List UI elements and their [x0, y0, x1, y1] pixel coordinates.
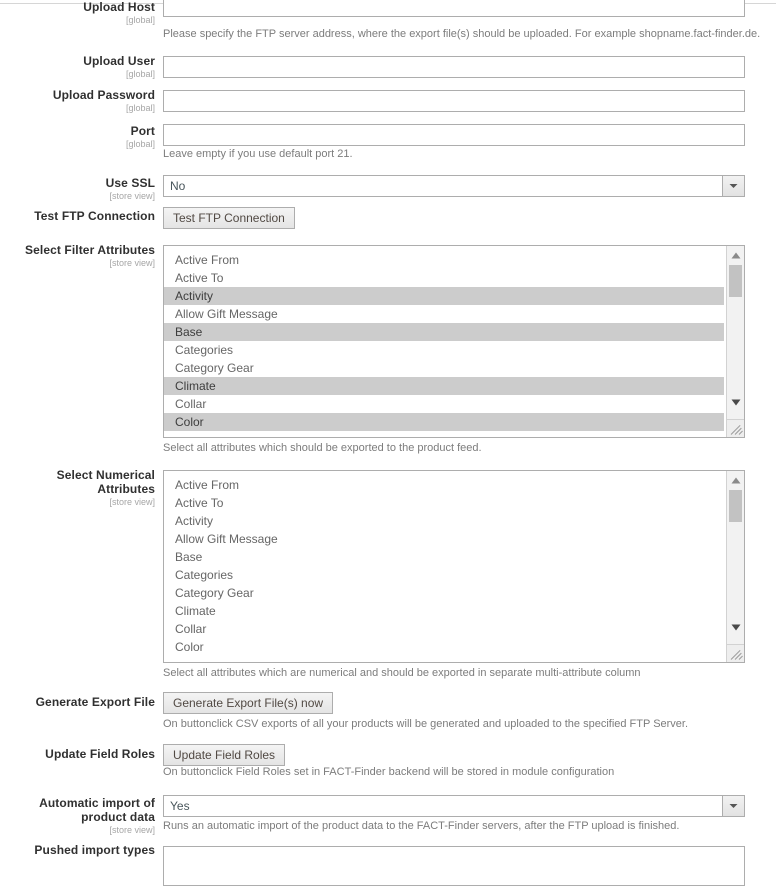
chevron-down-icon[interactable]	[722, 176, 744, 196]
label-text: Upload Password	[52, 88, 155, 102]
scope-text: [global]	[125, 139, 155, 149]
scroll-down-arrow-icon[interactable]	[727, 395, 744, 410]
label-text: Select Numerical Attributes	[56, 468, 155, 496]
multiselect-option[interactable]: Color	[175, 640, 204, 654]
scroll-up-arrow-icon[interactable]	[727, 248, 744, 263]
label-text: Upload User	[83, 54, 155, 68]
scope-text: [store view]	[109, 497, 155, 507]
label-text: Use SSL	[105, 176, 155, 190]
scope-text: [store view]	[109, 825, 155, 835]
multiselect-option[interactable]: Activity	[175, 514, 214, 528]
filter-attributes-multiselect[interactable]	[163, 245, 745, 438]
automatic-import-select[interactable]	[163, 795, 745, 817]
generate-export-file-button[interactable]: Generate Export File(s) now	[163, 692, 333, 714]
scrollbar-thumb[interactable]	[729, 490, 742, 522]
multiselect-option[interactable]: Collar	[175, 622, 207, 636]
chevron-down-icon[interactable]	[722, 796, 744, 816]
multiselect-option[interactable]: Climate	[175, 604, 216, 618]
label-text: Select Filter Attributes	[25, 243, 155, 257]
label-upload-password	[0, 88, 155, 114]
multiselect-option[interactable]: Category Gear	[175, 361, 254, 375]
multiselect-option[interactable]: Activity	[164, 287, 724, 305]
filter-attributes-scrollbar[interactable]	[726, 246, 744, 437]
scope-text: [global]	[125, 103, 155, 113]
help-automatic-import: Runs an automatic import of the product data to the FACT-Finder servers, after the FTP upload is finished.	[163, 820, 680, 832]
help-port: Leave empty if you use default port 21.	[163, 148, 353, 160]
field-upload-user	[163, 56, 745, 78]
scrollbar-thumb[interactable]	[729, 265, 742, 297]
multiselect-option[interactable]: Category Gear	[175, 586, 254, 600]
multiselect-option[interactable]: Categories	[175, 343, 234, 357]
multiselect-option[interactable]: Categories	[175, 568, 234, 582]
help-generate-export-file: On buttonclick CSV exports of all your products will be generated and uploaded to the specified FTP Server.	[163, 718, 689, 730]
filter-attributes-option-list	[164, 246, 724, 431]
label-text: Pushed import types	[34, 843, 155, 857]
resize-grip-icon[interactable]	[727, 644, 744, 662]
multiselect-option[interactable]: Active From	[175, 478, 240, 492]
multiselect-option[interactable]: Base	[164, 323, 724, 341]
label-generate-export-file	[0, 695, 155, 709]
test-ftp-connection-button[interactable]: Test FTP Connection	[163, 207, 295, 229]
pushed-import-types-option-list	[164, 847, 724, 852]
field-upload-password	[163, 90, 745, 112]
scope-text: [store view]	[109, 191, 155, 201]
use-ssl-selected-value: No	[170, 179, 186, 193]
help-upload-host: Please specify the FTP server address, where the export file(s) should be uploaded. For example shopname.fact-finder.de.	[163, 28, 761, 40]
label-text: Generate Export File	[35, 695, 155, 709]
label-text: Upload Host	[83, 0, 155, 14]
field-update-field-roles	[163, 744, 285, 766]
resize-grip-icon[interactable]	[727, 419, 744, 437]
field-port	[163, 124, 745, 146]
multiselect-option[interactable]: Base	[175, 550, 203, 564]
multiselect-option[interactable]: Active To	[175, 271, 224, 285]
update-field-roles-button[interactable]: Update Field Roles	[163, 744, 285, 766]
field-select-numerical-attributes	[163, 470, 745, 663]
field-automatic-import	[163, 795, 745, 817]
label-text: Automatic import of product data	[39, 796, 155, 824]
label-pushed-import-types	[0, 843, 155, 857]
label-select-numerical-attributes	[0, 468, 155, 508]
pushed-import-types-multiselect[interactable]	[163, 846, 745, 886]
scope-text: [global]	[125, 69, 155, 79]
help-select-filter-attributes: Select all attributes which should be exported to the product feed.	[163, 442, 482, 454]
field-test-ftp	[163, 207, 295, 229]
help-select-numerical-attributes: Select all attributes which are numerical and should be exported in separate multi-attribute column	[163, 667, 641, 679]
scope-text: [global]	[125, 15, 155, 25]
field-select-filter-attributes	[163, 245, 745, 438]
field-generate-export-file	[163, 692, 333, 714]
label-use-ssl	[0, 176, 155, 202]
upload-password-input[interactable]	[163, 90, 745, 112]
field-upload-host	[163, 0, 745, 17]
numerical-attributes-scrollbar[interactable]	[726, 471, 744, 662]
scroll-up-arrow-icon[interactable]	[727, 473, 744, 488]
label-upload-user	[0, 54, 155, 80]
help-update-field-roles: On buttonclick Field Roles set in FACT-Finder backend will be stored in module configuration	[163, 766, 615, 778]
multiselect-option[interactable]: Color	[164, 413, 724, 431]
label-test-ftp-connection	[0, 209, 155, 223]
scroll-down-arrow-icon[interactable]	[727, 620, 744, 635]
multiselect-option[interactable]: Allow Gift Message	[175, 532, 278, 546]
upload-user-input[interactable]	[163, 56, 745, 78]
scope-text: [store view]	[109, 258, 155, 268]
numerical-attributes-option-list	[164, 471, 724, 656]
numerical-attributes-multiselect[interactable]	[163, 470, 745, 663]
multiselect-option[interactable]: Climate	[164, 377, 724, 395]
multiselect-option[interactable]: Active To	[175, 496, 224, 510]
multiselect-option[interactable]: Active From	[175, 253, 240, 267]
label-update-field-roles	[0, 747, 155, 761]
label-text: Test FTP Connection	[34, 209, 155, 223]
port-input[interactable]	[163, 124, 745, 146]
label-automatic-import	[0, 796, 155, 836]
field-use-ssl	[163, 175, 745, 197]
label-text: Port	[130, 124, 155, 138]
automatic-import-selected-value: Yes	[170, 799, 190, 813]
label-upload-host	[0, 0, 155, 26]
field-pushed-import-types	[163, 846, 745, 886]
label-port	[0, 124, 155, 150]
label-select-filter-attributes	[0, 243, 155, 269]
label-text: Update Field Roles	[45, 747, 155, 761]
multiselect-option[interactable]: Allow Gift Message	[175, 307, 278, 321]
upload-host-input[interactable]	[163, 0, 745, 17]
multiselect-option[interactable]: Collar	[175, 397, 207, 411]
use-ssl-select[interactable]	[163, 175, 745, 197]
